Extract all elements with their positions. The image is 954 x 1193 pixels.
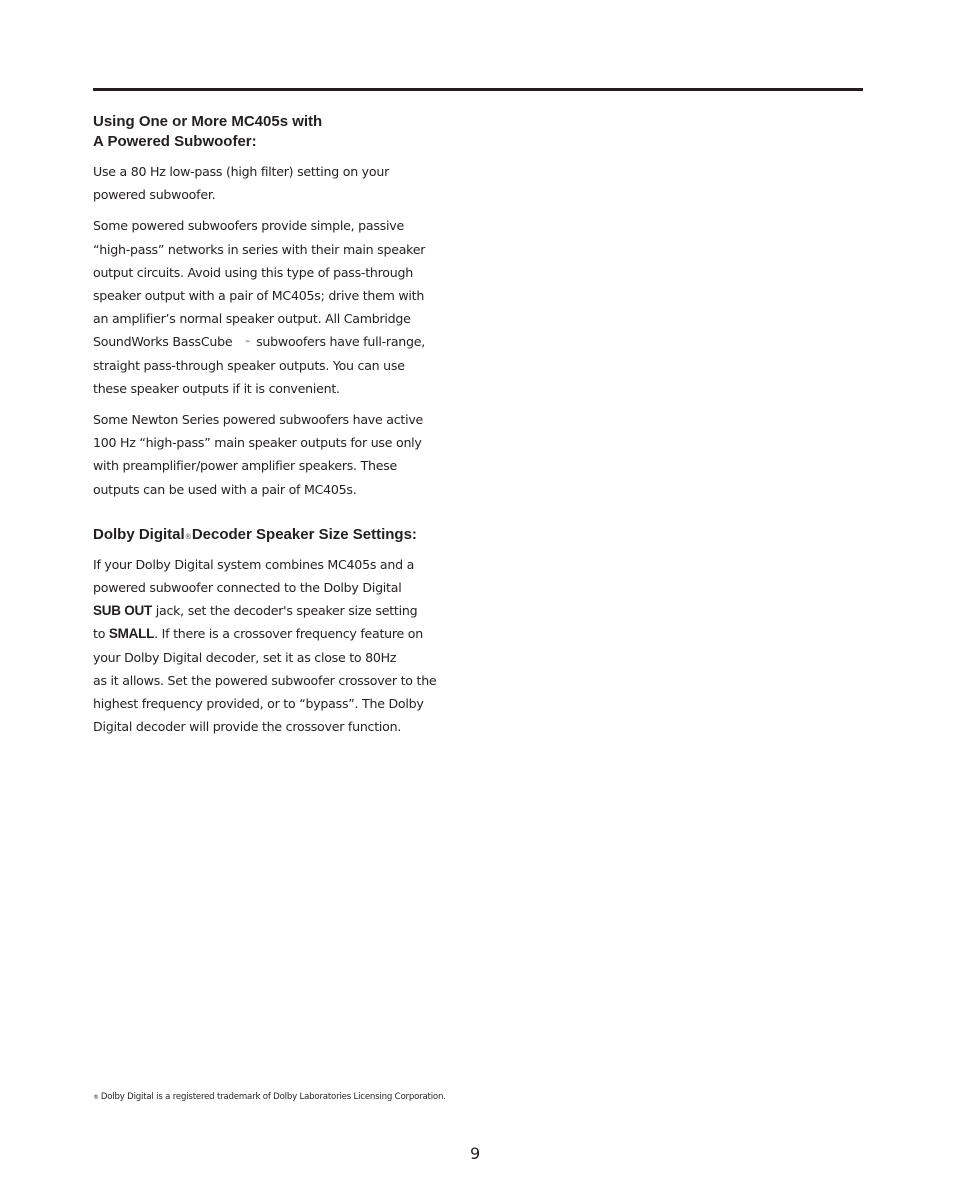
trademark-symbol: ™ — [244, 340, 251, 348]
heading-fragment: Decoder Speaker Size Settings: — [191, 525, 417, 543]
trademark-footnote — [93, 1091, 446, 1103]
text-line — [93, 599, 453, 622]
text-line: “high-pass” networks in series with their main speaker — [93, 241, 426, 257]
paragraph-dolby-settings — [93, 553, 453, 739]
text-line: output circuits. Avoid using this type of pass-through — [93, 264, 413, 280]
text-line: Some powered subwoofers provide simple, passive — [93, 218, 404, 234]
text-line — [93, 330, 453, 353]
text-line: highest frequency provided, or to “bypass”. The Dolby — [93, 696, 424, 712]
text-line: outputs can be used with a pair of MC405s. — [93, 481, 357, 497]
paragraph-passive-networks — [93, 214, 453, 400]
text-fragment: . If there is a crossover frequency feature on — [154, 626, 423, 642]
text-line: powered subwoofer connected to the Dolby Digital — [93, 580, 402, 596]
text-line: these speaker outputs if it is convenient. — [93, 380, 340, 396]
section-heading-dolby — [93, 525, 453, 545]
small-keyword: SMALL — [108, 626, 155, 642]
text-line: powered subwoofer. — [93, 187, 216, 203]
text-line: an amplifier’s normal speaker output. All Cambridge — [93, 311, 411, 327]
paragraph-newton-series — [93, 408, 453, 501]
text-fragment: to — [93, 626, 109, 642]
header-rule — [93, 88, 863, 91]
text-fragment: subwoofers have full-range, — [256, 334, 426, 350]
text-line: with preamplifier/power amplifier speakers. These — [93, 458, 398, 474]
text-fragment: jack, set the decoder's speaker size setting — [152, 603, 418, 619]
text-line: speaker output with a pair of MC405s; drive them with — [93, 288, 425, 304]
text-line: Some Newton Series powered subwoofers have active — [93, 412, 424, 428]
content-column — [93, 112, 453, 746]
text-fragment: SoundWorks BassCube — [93, 334, 233, 350]
registered-symbol: ® — [185, 533, 191, 541]
text-line: Use a 80 Hz low-pass (high filter) setting on your — [93, 164, 390, 179]
footnote-text: Dolby Digital is a registered trademark of Dolby Laboratories Licensing Corporation. — [100, 1092, 446, 1102]
text-line: straight pass-through speaker outputs. You can use — [93, 357, 405, 373]
text-line: If your Dolby Digital system combines MC405s and a — [93, 556, 415, 572]
registered-symbol: ® — [93, 1094, 99, 1101]
sub-out-keyword: SUB OUT — [93, 603, 152, 619]
text-line — [93, 622, 453, 645]
heading-line: A Powered Subwoofer: — [93, 133, 257, 150]
section-heading-subwoofer — [93, 112, 453, 152]
text-line: 100 Hz “high-pass” main speaker outputs for use only — [93, 435, 422, 451]
text-line: Digital decoder will provide the crossover function. — [93, 719, 402, 735]
heading-line: Using One or More MC405s with — [93, 113, 323, 130]
text-line: your Dolby Digital decoder, set it as close to 80Hz — [93, 649, 397, 665]
paragraph-lowpass — [93, 160, 453, 206]
page-number: 9 — [470, 1144, 481, 1163]
heading-fragment: Dolby Digital — [93, 525, 185, 543]
text-line: as it allows. Set the powered subwoofer crossover to the — [93, 672, 437, 688]
